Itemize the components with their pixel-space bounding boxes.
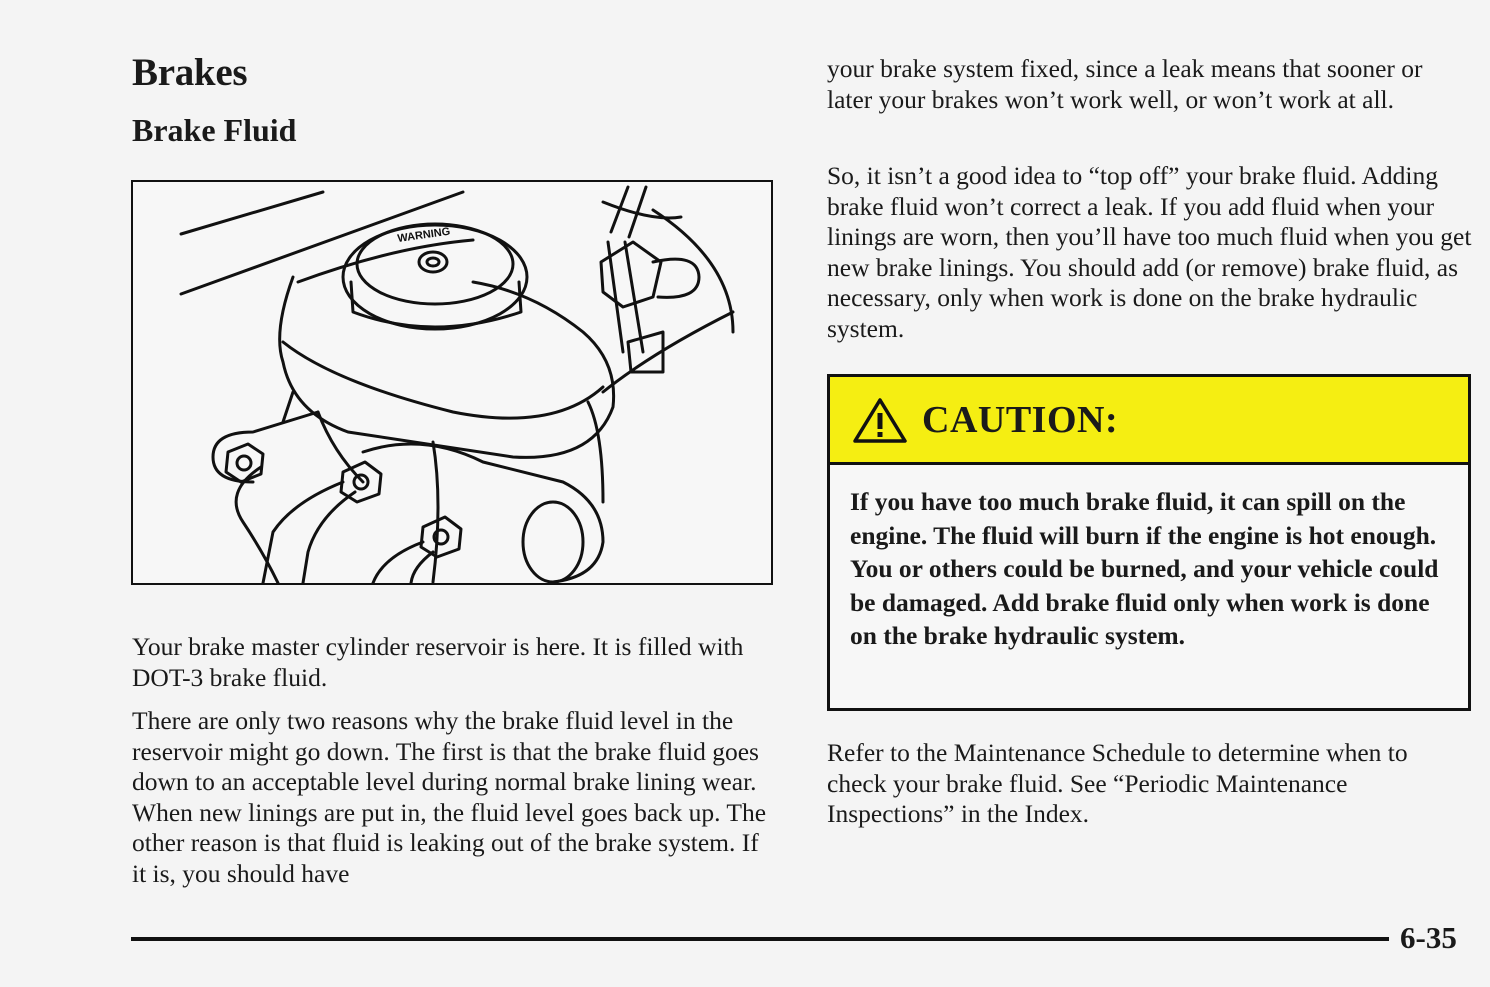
subsection-heading: Brake Fluid xyxy=(132,112,297,148)
left-paragraph-1: Your brake master cylinder reservoir is here. It is filled with DOT-3 brake fluid. xyxy=(132,632,744,692)
left-paragraph-2: There are only two reasons why the brake fluid level in the reservoir might go down. The first is that the brake fluid goes down to an acceptable level during normal brake lining wear. When new linings are put in, the fluid level goes back up. The other reason is that fluid is leaking out of the brake system. If it is, you should have xyxy=(132,706,767,888)
maintenance-paragraph: Refer to the Maintenance Schedule to determine when to check your brake fluid. See “Periodic Maintenance Inspections” in the Index. xyxy=(827,738,1408,829)
section-heading: Brakes xyxy=(132,51,248,94)
right-paragraph-1: your brake system fixed, since a leak means that sooner or later your brakes won’t work well, or won’t work at all. xyxy=(827,54,1423,114)
page-number: 6-35 xyxy=(1400,920,1457,955)
footer-rule xyxy=(131,937,1389,941)
caution-text: If you have too much brake fluid, it can spill on the engine. The fluid will burn if the engine is hot enough. You or others could be burned, and your vehicle could be damaged. Add brake fluid only when work is done on the brake hydraulic system. xyxy=(850,487,1439,650)
right-paragraph-2: So, it isn’t a good idea to “top off” your brake fluid. Adding brake fluid won’t correct a leak. If you add fluid when your linings are worn, then you’ll have too much fluid when you get new brake linings. You should add (or remove) brake fluid, as necessary, only when work is done on the brake hydraulic system. xyxy=(827,161,1472,343)
master-cylinder-illustration xyxy=(131,180,773,585)
caution-title: CAUTION: xyxy=(922,398,1119,441)
cap-warning-text: WARNING xyxy=(396,225,452,245)
warning-triangle-icon xyxy=(852,396,908,444)
caution-header xyxy=(830,377,1468,465)
caution-box xyxy=(827,374,1471,711)
master-cylinder-drawing xyxy=(133,182,771,583)
